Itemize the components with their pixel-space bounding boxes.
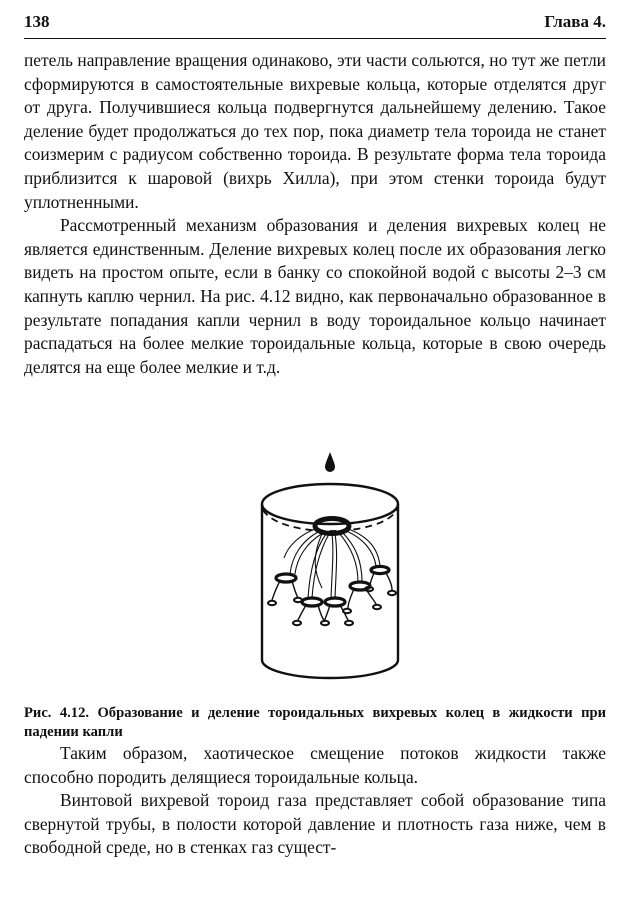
header-rule (24, 38, 606, 39)
body-text-bottom (24, 742, 606, 860)
figure-vortex-jar (240, 448, 420, 688)
jar-bottom (262, 660, 398, 678)
paragraph: Таким образом, хаотическое смещение потоков жидкости также способно породить делящиеся тороидальные кольца. (24, 743, 606, 787)
chapter-title: Глава 4. (544, 12, 606, 31)
secondary-ring (325, 598, 345, 606)
secondary-ring (302, 598, 322, 606)
paragraph: петель направление вращения одинаково, эти части сольются, но тут же петли сформируются в самостоятельные вихревые кольца, которые отделятся друг от друга. Получившиеся кольца подвергнутся дальнейшему делению. Такое деление будет продолжаться до тех пор, пока диаметр тела тороида не станет соизмерим с радиусом собственно тороида. В результате форма тела тороида приблизится к шаровой (вихрь Хилла), при этом стенки тороида будут уплотненными. (24, 50, 606, 212)
central-vortex-ring (315, 519, 349, 534)
page-header (24, 12, 606, 38)
vortex-jar-illustration (240, 448, 420, 688)
paragraph: Рассмотренный механизм образования и деления вихревых колец не является единственным. Деление вихревых колец после их образования легко видеть на простом опыте, если в банку со спокойной водой с высоты 2–3 см капнуть каплю чернил. На рис. 4.12 видно, как первоначально образованное в результате попадания капли чернил в воду тороидальное кольцо начинает распадаться на более мелкие тороидальные кольца, которые в свою очередь делятся на еще более мелкие и т.д. (24, 215, 606, 377)
secondary-ring (276, 574, 296, 582)
secondary-ring (371, 566, 389, 573)
paragraph: Винтовой вихревой тороид газа представляет собой образование типа свернутой трубы, в полости которой давление и плотность газа ниже, чем в свободной среде, но в стенках газ сущест- (24, 790, 606, 858)
page-number: 138 (24, 12, 50, 31)
figure-caption: Рис. 4.12. Образование и деление тороидальных вихревых колец в жидкости при падении капли (24, 705, 606, 740)
ink-drop-icon (325, 452, 335, 472)
body-text-top (24, 49, 606, 379)
